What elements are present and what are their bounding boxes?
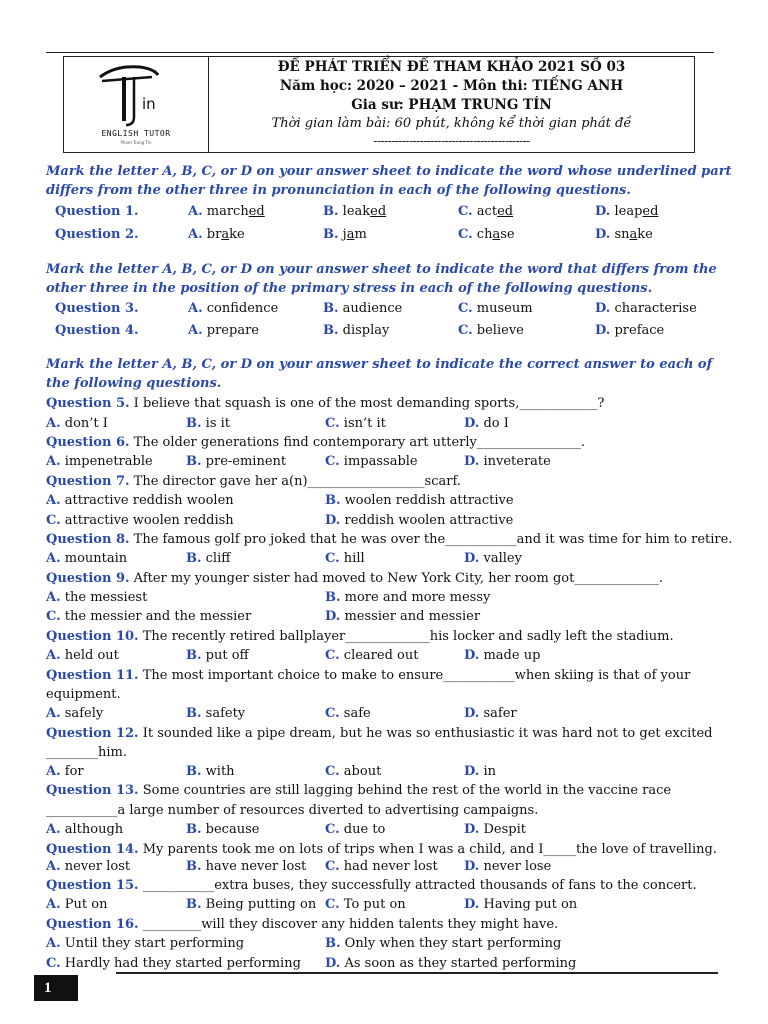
option-text: mountain	[64, 551, 128, 566]
option-text: had never lost	[343, 859, 438, 874]
option-letter: C.	[458, 323, 473, 338]
option-letter: C.	[458, 301, 473, 316]
answer-option	[325, 491, 514, 510]
underlined-part: ed	[497, 204, 514, 219]
answer-option	[323, 299, 402, 318]
answer-option	[325, 414, 386, 433]
option-text: preface	[614, 323, 665, 338]
answer-option	[595, 321, 664, 340]
underlined-part: a	[629, 227, 638, 242]
option-text: characterise	[614, 301, 697, 316]
option-letter: B.	[186, 822, 202, 837]
answer-option	[325, 820, 385, 839]
logo-subtext: Phạm Trung Tín	[120, 140, 152, 145]
option-text: don’t I	[64, 416, 108, 431]
answer-option	[186, 452, 286, 471]
answer-option	[46, 762, 84, 781]
top-rule	[46, 52, 714, 53]
question-text: My parents took me on lots of trips when I was a child, and I_____the love of travelling.	[142, 842, 717, 857]
question-stem	[46, 724, 736, 743]
question-number: Question 8.	[46, 532, 130, 547]
answer-option	[46, 588, 147, 607]
question-number: Question 1.	[55, 204, 139, 219]
underlined-part: ed	[370, 204, 387, 219]
answer-option	[458, 202, 513, 221]
section1-instruction: Mark the letter A, B, C, or D on your answer sheet to indicate the word whose underlined part differs from the other three in pronunciation in each of the following questions.	[46, 164, 732, 198]
option-letter: A.	[46, 859, 61, 874]
option-letter: D.	[464, 859, 480, 874]
option-letter: C.	[325, 764, 340, 779]
answer-option	[186, 762, 235, 781]
option-text: attractive reddish woolen	[64, 493, 234, 508]
option-letter: A.	[188, 301, 203, 316]
question-number: Question 3.	[55, 301, 139, 316]
question-text: I believe that squash is one of the most demanding sports,____________?	[133, 396, 605, 411]
answer-option	[464, 414, 509, 433]
answer-option	[464, 820, 526, 839]
option-letter: B.	[325, 590, 341, 605]
option-letter: A.	[188, 227, 203, 242]
option-text: Hardly had they started performing	[64, 956, 301, 971]
answer-option	[46, 954, 301, 973]
option-letter: C.	[325, 551, 340, 566]
option-letter: B.	[325, 493, 341, 508]
option-letter: B.	[323, 204, 339, 219]
answer-option	[188, 321, 259, 340]
question-text: ___________extra buses, they successfully attracted thousands of fans to the concert.	[142, 878, 697, 893]
question-text: ___________a large number of resources diverted to advertising campaigns.	[46, 803, 539, 818]
option-letter: D.	[464, 648, 480, 663]
option-letter: C.	[458, 204, 473, 219]
answer-option	[595, 225, 653, 244]
answer-option	[325, 934, 561, 953]
option-word-part: march	[206, 204, 249, 219]
question-number: Question 5.	[46, 396, 130, 411]
answer-option	[464, 452, 551, 471]
option-letter: A.	[46, 764, 61, 779]
option-text: believe	[476, 323, 524, 338]
option-letter: B.	[186, 897, 202, 912]
answer-option	[186, 895, 316, 914]
option-letter: D.	[595, 301, 611, 316]
answer-option	[323, 202, 386, 221]
question-stem-continued	[46, 743, 736, 762]
question-number: Question 16.	[46, 917, 139, 932]
question-number: Question 2.	[55, 227, 139, 242]
bottom-rule	[116, 972, 718, 974]
dash-line: --------------------------------------------	[373, 134, 530, 148]
option-text: valley	[483, 551, 522, 566]
option-letter: D.	[595, 323, 611, 338]
question-text: After my younger sister had moved to New York City, her room got_____________.	[133, 571, 663, 586]
option-word-part: sn	[614, 227, 630, 242]
option-text: confidence	[206, 301, 279, 316]
question-stem	[46, 472, 736, 491]
answer-option	[325, 452, 418, 471]
option-letter: C.	[325, 822, 340, 837]
option-letter: B.	[186, 551, 202, 566]
answer-option	[464, 762, 496, 781]
option-text: audience	[342, 301, 403, 316]
underlined-part: ed	[248, 204, 265, 219]
logo-text: ENGLISH TUTOR	[101, 129, 171, 138]
answer-option	[188, 225, 245, 244]
answer-option	[46, 414, 108, 433]
option-letter: C.	[458, 227, 473, 242]
tutor-name: Gia sư: PHẠM TRUNG TÍN	[351, 97, 552, 113]
option-text: have never lost	[205, 859, 307, 874]
question-stem-continued	[46, 685, 736, 704]
option-word-part: ke	[229, 227, 245, 242]
question-number: Question 13.	[46, 783, 139, 798]
question-label	[55, 321, 139, 340]
option-text: attractive woolen reddish	[64, 513, 234, 528]
option-letter: A.	[46, 416, 61, 431]
answer-option	[186, 414, 230, 433]
option-letter: D.	[464, 551, 480, 566]
answer-option	[46, 491, 234, 510]
option-letter: D.	[464, 764, 480, 779]
option-text: held out	[64, 648, 119, 663]
option-letter: C.	[325, 706, 340, 721]
option-text: isn’t it	[343, 416, 386, 431]
answer-option	[325, 857, 438, 876]
option-text: pre-eminent	[205, 454, 287, 469]
option-letter: C.	[325, 648, 340, 663]
question-number: Question 7.	[46, 474, 130, 489]
option-letter: B.	[323, 227, 339, 242]
question-number: Question 10.	[46, 629, 139, 644]
question-label	[55, 202, 139, 221]
answer-option	[464, 549, 522, 568]
option-text: To put on	[343, 897, 406, 912]
option-word-part: ch	[476, 227, 493, 242]
header-titles	[209, 57, 694, 152]
option-text: Having put on	[483, 897, 578, 912]
answer-option	[325, 954, 576, 973]
option-letter: D.	[464, 822, 480, 837]
option-letter: B.	[323, 301, 339, 316]
answer-option	[458, 299, 533, 318]
option-text: with	[205, 764, 235, 779]
option-text: is it	[205, 416, 230, 431]
question-text: The most important choice to make to ensure___________when skiing is that of your	[142, 668, 691, 683]
option-letter: B.	[186, 648, 202, 663]
option-letter: D.	[464, 706, 480, 721]
option-letter: A.	[46, 822, 61, 837]
option-text: due to	[343, 822, 386, 837]
option-text: the messiest	[64, 590, 148, 605]
option-word-part: ke	[637, 227, 653, 242]
option-letter: D.	[464, 416, 480, 431]
answer-option	[46, 549, 127, 568]
option-letter: B.	[186, 706, 202, 721]
answer-option	[595, 299, 697, 318]
answer-option	[188, 202, 265, 221]
question-stem	[46, 433, 736, 452]
option-text: Despit	[483, 822, 526, 837]
option-letter: C.	[325, 416, 340, 431]
question-text: The recently retired ballplayer_____________his locker and sadly left the stadium.	[142, 629, 674, 644]
question-stem	[46, 876, 736, 895]
answer-option	[46, 607, 251, 626]
question-number: Question 15.	[46, 878, 139, 893]
underlined-part: a	[346, 227, 355, 242]
question-text: equipment.	[46, 687, 121, 702]
answer-option	[323, 225, 367, 244]
option-letter: A.	[46, 936, 61, 951]
option-letter: C.	[325, 454, 340, 469]
option-letter: D.	[325, 956, 341, 971]
answer-option	[325, 646, 418, 665]
option-text: impassable	[343, 454, 418, 469]
section2-instruction: Mark the letter A, B, C, or D on your answer sheet to indicate the word that differs from the other three in the position of the primary stress in each of the following questions.	[46, 262, 717, 296]
question-text: The older generations find contemporary art utterly________________.	[133, 435, 586, 450]
question-number: Question 6.	[46, 435, 130, 450]
option-text: safer	[483, 706, 517, 721]
answer-option	[186, 857, 306, 876]
logo	[64, 57, 209, 152]
underlined-part: a	[492, 227, 501, 242]
question-stem	[46, 569, 736, 588]
answer-option	[46, 704, 103, 723]
answer-option	[46, 857, 130, 876]
option-letter: A.	[46, 706, 61, 721]
option-letter: B.	[186, 764, 202, 779]
question-number: Question 12.	[46, 726, 139, 741]
option-text: As soon as they started performing	[344, 956, 577, 971]
question-text: It sounded like a pipe dream, but he was so enthusiastic it was hard not to get excited	[142, 726, 713, 741]
option-word-part: leap	[614, 204, 643, 219]
answer-option	[325, 704, 371, 723]
answer-option	[464, 646, 540, 665]
question-stem	[46, 627, 736, 646]
option-word-part: m	[354, 227, 367, 242]
question-stem-continued	[46, 801, 736, 820]
answer-option	[325, 762, 381, 781]
option-letter: B.	[325, 936, 341, 951]
option-text: the messier and the messier	[64, 609, 252, 624]
option-text: cliff	[205, 551, 231, 566]
option-letter: D.	[595, 204, 611, 219]
option-text: Put on	[64, 897, 108, 912]
header-box	[63, 56, 695, 153]
exam-title: ĐỀ PHÁT TRIỂN ĐỀ THAM KHẢO 2021 SỐ 03	[277, 59, 626, 75]
question-stem	[46, 530, 736, 549]
option-letter: A.	[46, 590, 61, 605]
school-year: Năm học: 2020 – 2021 - Môn thi: TIẾNG ANH	[279, 78, 624, 94]
option-word-part: j	[342, 227, 347, 242]
option-letter: C.	[46, 956, 61, 971]
answer-option	[186, 704, 245, 723]
answer-option	[325, 511, 513, 530]
question-number: Question 9.	[46, 571, 130, 586]
option-letter: D.	[464, 454, 480, 469]
option-text: safe	[343, 706, 371, 721]
option-letter: A.	[46, 551, 61, 566]
option-text: hill	[343, 551, 365, 566]
question-stem	[46, 394, 736, 413]
svg-text:in: in	[142, 95, 156, 113]
option-letter: B.	[186, 859, 202, 874]
option-text: safely	[64, 706, 104, 721]
question-number: Question 11.	[46, 668, 139, 683]
answer-option	[46, 820, 123, 839]
question-stem	[46, 915, 736, 934]
option-letter: B.	[323, 323, 339, 338]
option-text: messier and messier	[344, 609, 481, 624]
option-text: made up	[483, 648, 541, 663]
underlined-part: ed	[642, 204, 659, 219]
answer-option	[188, 299, 278, 318]
option-letter: A.	[188, 204, 203, 219]
answer-option	[595, 202, 658, 221]
answer-option	[186, 549, 231, 568]
option-letter: A.	[46, 897, 61, 912]
option-text: safety	[205, 706, 246, 721]
answer-option	[46, 646, 119, 665]
question-text: _________will they discover any hidden talents they might have.	[142, 917, 559, 932]
answer-option	[46, 934, 244, 953]
option-text: woolen reddish attractive	[344, 493, 514, 508]
option-letter: D.	[325, 513, 341, 528]
question-text: ________him.	[46, 745, 127, 760]
option-text: Only when they start performing	[344, 936, 562, 951]
option-letter: C.	[46, 609, 61, 624]
option-letter: A.	[46, 648, 61, 663]
option-word-part: br	[206, 227, 222, 242]
option-letter: C.	[325, 897, 340, 912]
option-text: inveterate	[483, 454, 551, 469]
option-letter: B.	[186, 416, 202, 431]
option-text: display	[342, 323, 390, 338]
answer-option	[458, 321, 524, 340]
option-letter: D.	[325, 609, 341, 624]
question-label	[55, 225, 139, 244]
answer-option	[325, 895, 406, 914]
option-text: impenetrable	[64, 454, 153, 469]
page-number: 1	[34, 975, 78, 1001]
answer-option	[46, 511, 234, 530]
question-number: Question 14.	[46, 842, 139, 857]
option-text: put off	[205, 648, 249, 663]
answer-option	[464, 895, 577, 914]
option-text: museum	[476, 301, 533, 316]
option-word-part: se	[500, 227, 515, 242]
option-letter: C.	[46, 513, 61, 528]
option-text: Being putting on	[205, 897, 317, 912]
question-stem	[46, 781, 736, 800]
option-word-part: act	[476, 204, 498, 219]
option-letter: A.	[46, 454, 61, 469]
option-text: although	[64, 822, 124, 837]
option-word-part: leak	[342, 204, 371, 219]
option-text: for	[64, 764, 84, 779]
answer-option	[325, 588, 490, 607]
underlined-part: a	[221, 227, 230, 242]
option-text: do I	[483, 416, 509, 431]
question-text: Some countries are still lagging behind the rest of the world in the vaccine race	[142, 783, 672, 798]
option-letter: C.	[325, 859, 340, 874]
option-text: cleared out	[343, 648, 419, 663]
answer-option	[323, 321, 389, 340]
option-text: more and more messy	[344, 590, 491, 605]
option-text: Until they start performing	[64, 936, 245, 951]
question-label	[55, 299, 139, 318]
question-stem	[46, 666, 736, 685]
option-text: about	[343, 764, 382, 779]
option-text: never lose	[483, 859, 552, 874]
option-letter: B.	[186, 454, 202, 469]
option-text: never lost	[64, 859, 131, 874]
answer-option	[46, 452, 153, 471]
option-letter: D.	[595, 227, 611, 242]
option-text: reddish woolen attractive	[344, 513, 514, 528]
option-letter: A.	[46, 493, 61, 508]
answer-option	[464, 857, 551, 876]
option-letter: A.	[188, 323, 203, 338]
logo-mark-icon	[94, 63, 174, 129]
answer-option	[325, 607, 480, 626]
option-letter: D.	[464, 897, 480, 912]
answer-option	[46, 895, 107, 914]
question-text: The famous golf pro joked that he was over the___________and it was time for him to retire.	[133, 532, 733, 547]
answer-option	[186, 820, 259, 839]
answer-option	[464, 704, 517, 723]
section3-instruction: Mark the letter A, B, C, or D on your answer sheet to indicate the correct answer to each of the following questions.	[46, 357, 713, 391]
answer-option	[325, 549, 365, 568]
answer-option	[186, 646, 249, 665]
question-text: The director gave her a(n)__________________scarf.	[133, 474, 461, 489]
question-number: Question 4.	[55, 323, 139, 338]
option-text: because	[205, 822, 260, 837]
answer-option	[458, 225, 515, 244]
time-note: Thời gian làm bài: 60 phút, không kể thời gian phát đề	[271, 116, 632, 131]
option-text: prepare	[206, 323, 259, 338]
option-text: in	[483, 764, 497, 779]
